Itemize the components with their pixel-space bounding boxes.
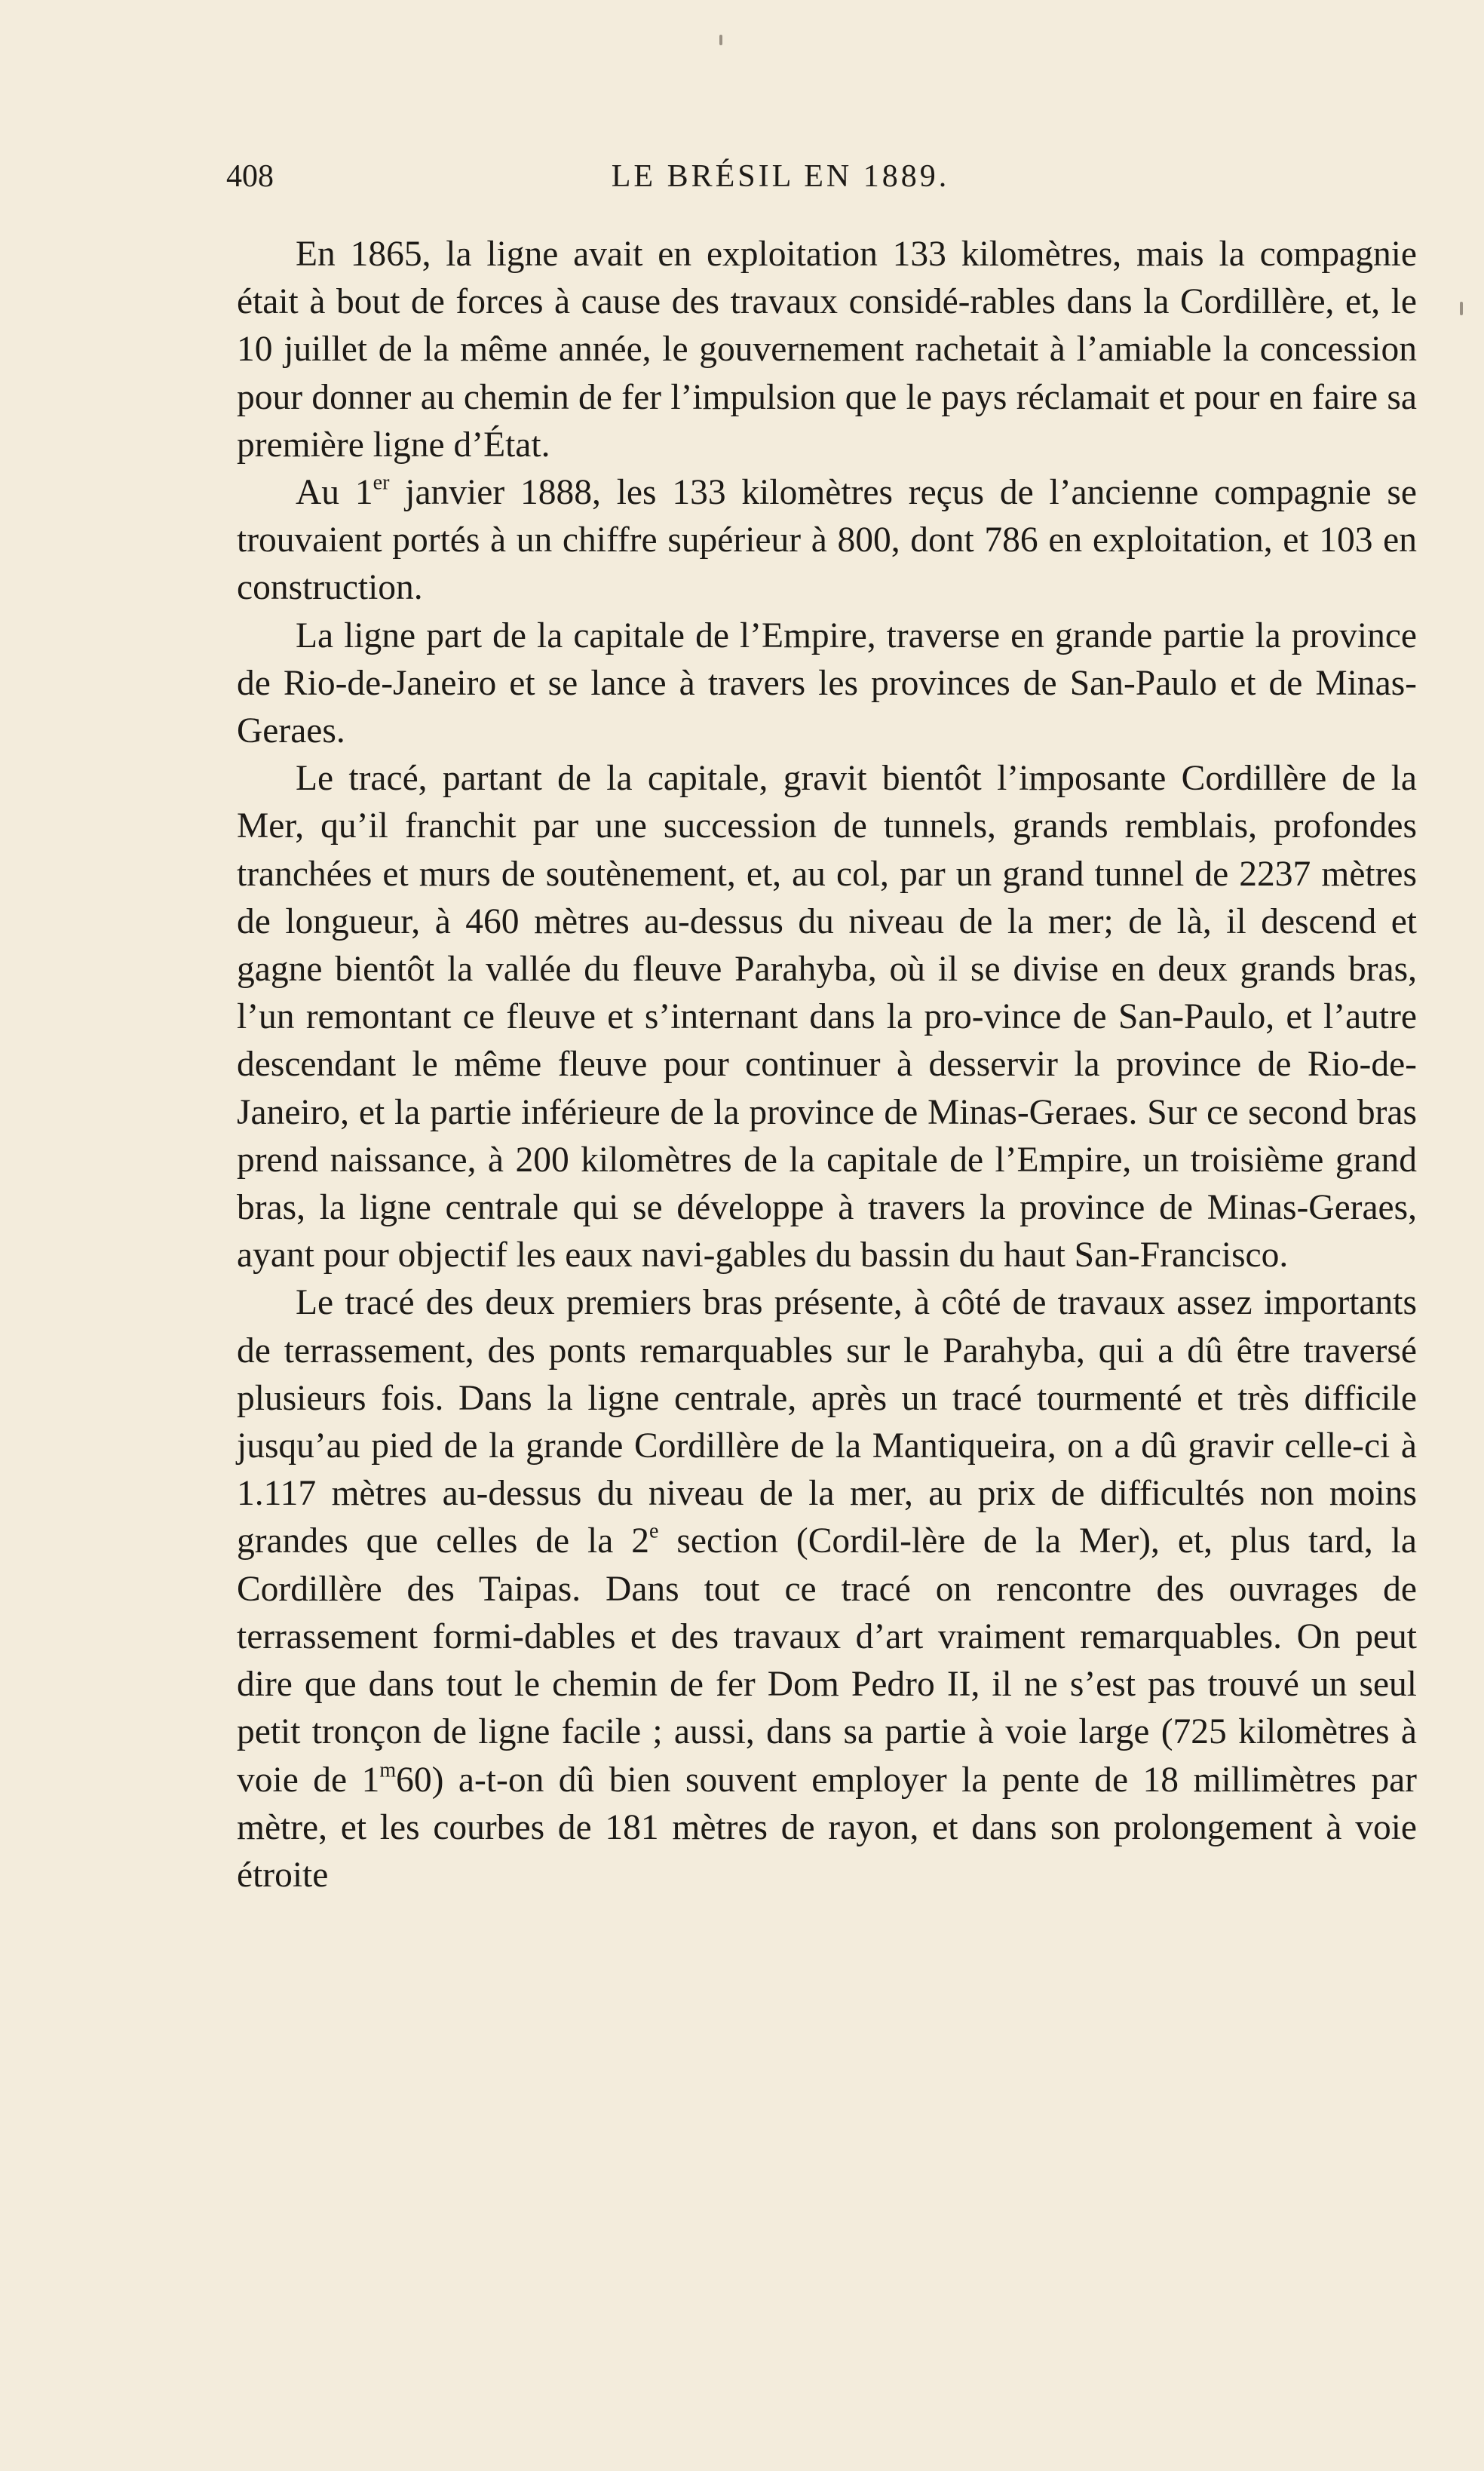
paragraph (237, 755, 1417, 1279)
print-speck (719, 35, 722, 45)
paragraph (237, 469, 1417, 612)
paragraph-text: 60) a-t-on dû bien souvent employer la pente de 18 millimètres par mètre, et les courbes de 181 mètres de rayon, et dans son prolongement à voie étroite (237, 1760, 1417, 1895)
paragraph-text: Au 1 (296, 473, 373, 513)
paragraph (237, 231, 1417, 469)
superscript: m (379, 1757, 397, 1782)
paragraph-text: La ligne part de la capitale de l’Empire, traverse en grande partie la province de Rio-de-Janeiro et se lance à travers les provinces de San-Paulo et de Minas-Geraes. (237, 615, 1417, 751)
paragraph-text: section (Cordil-lère de la Mer), et, plus tard, la Cordillère des Taipas. Dans tout ce tracé on rencontre des ouvrages de terrassement formi-dables et des travaux d’art vraiment remarquables. On peut dire que dans tout le chemin de fer Dom Pedro II, il ne s’est pas trouvé un seul petit tronçon de ligne facile ; aussi, dans sa partie à voie large (725 kilomètres à voie de 1 (237, 1521, 1417, 1800)
page-header (226, 158, 1425, 204)
print-speck (1460, 302, 1463, 315)
paragraph-text: janvier 1888, les 133 kilomètres reçus de l’ancienne compagnie se trouvaient portés à un chiffre supérieur à 800, dont 786 en exploitation, et 103 en construction. (237, 473, 1417, 608)
paragraph (237, 612, 1417, 756)
paragraph-text: En 1865, la ligne avait en exploitation 133 kilomètres, mais la compagnie était à bout de forces à cause des travaux considé-rables dans la Cordillère, et, le 10 juillet de la même année, le gouvernement rachetait à l’amiable la concession pour donner au chemin de fer l’impulsion que le pays réclamait et pour en faire sa première ligne d’État. (237, 235, 1417, 465)
paragraph-text: Le tracé, partant de la capitale, gravit bientôt l’imposante Cordillère de la Mer, qu’il franchit par une succession de tunnels, grands remblais, profondes tranchées et murs de soutènement, et, au col, par un grand tunnel de 2237 mètres de longueur, à 460 mètres au-dessus du niveau de la mer; de là, il descend et gagne bientôt la vallée du fleuve Parahyba, où il se divise en deux grands bras, l’un remontant ce fleuve et s’internant dans la pro-vince de San-Paulo, et l’autre descendant le même fleuve pour continuer à desservir la province de Rio-de-Janeiro, et la partie inférieure de la province de Minas-Geraes. Sur ce second bras prend naissance, à 200 kilomètres de la capitale de l’Empire, un troisième grand bras, la ligne centrale qui se développe à travers la province de Minas-Geraes, ayant pour objectif les eaux navi-gables du bassin du haut San-Francisco. (237, 759, 1417, 1275)
superscript: er (373, 471, 390, 495)
body-text (237, 231, 1417, 1899)
paragraph-text: Le tracé des deux premiers bras présente, à côté de travaux assez importants de terrassement, des ponts remarquables sur le Parahyba, qui a dû être traversé plusieurs fois. Dans la ligne centrale, après un tracé tourmenté et très difficile jusqu’au pied de la grande Cordillère de la Mantiqueira, on a dû gravir celle-ci à 1.117 mètres au-dessus du niveau de la mer, au prix de difficultés non moins grandes que celles de la 2 (237, 1283, 1417, 1561)
paragraph (237, 1279, 1417, 1899)
superscript: e (649, 1519, 659, 1543)
running-head: LE BRÉSIL EN 1889. (611, 159, 950, 194)
page-number: 408 (226, 159, 274, 194)
